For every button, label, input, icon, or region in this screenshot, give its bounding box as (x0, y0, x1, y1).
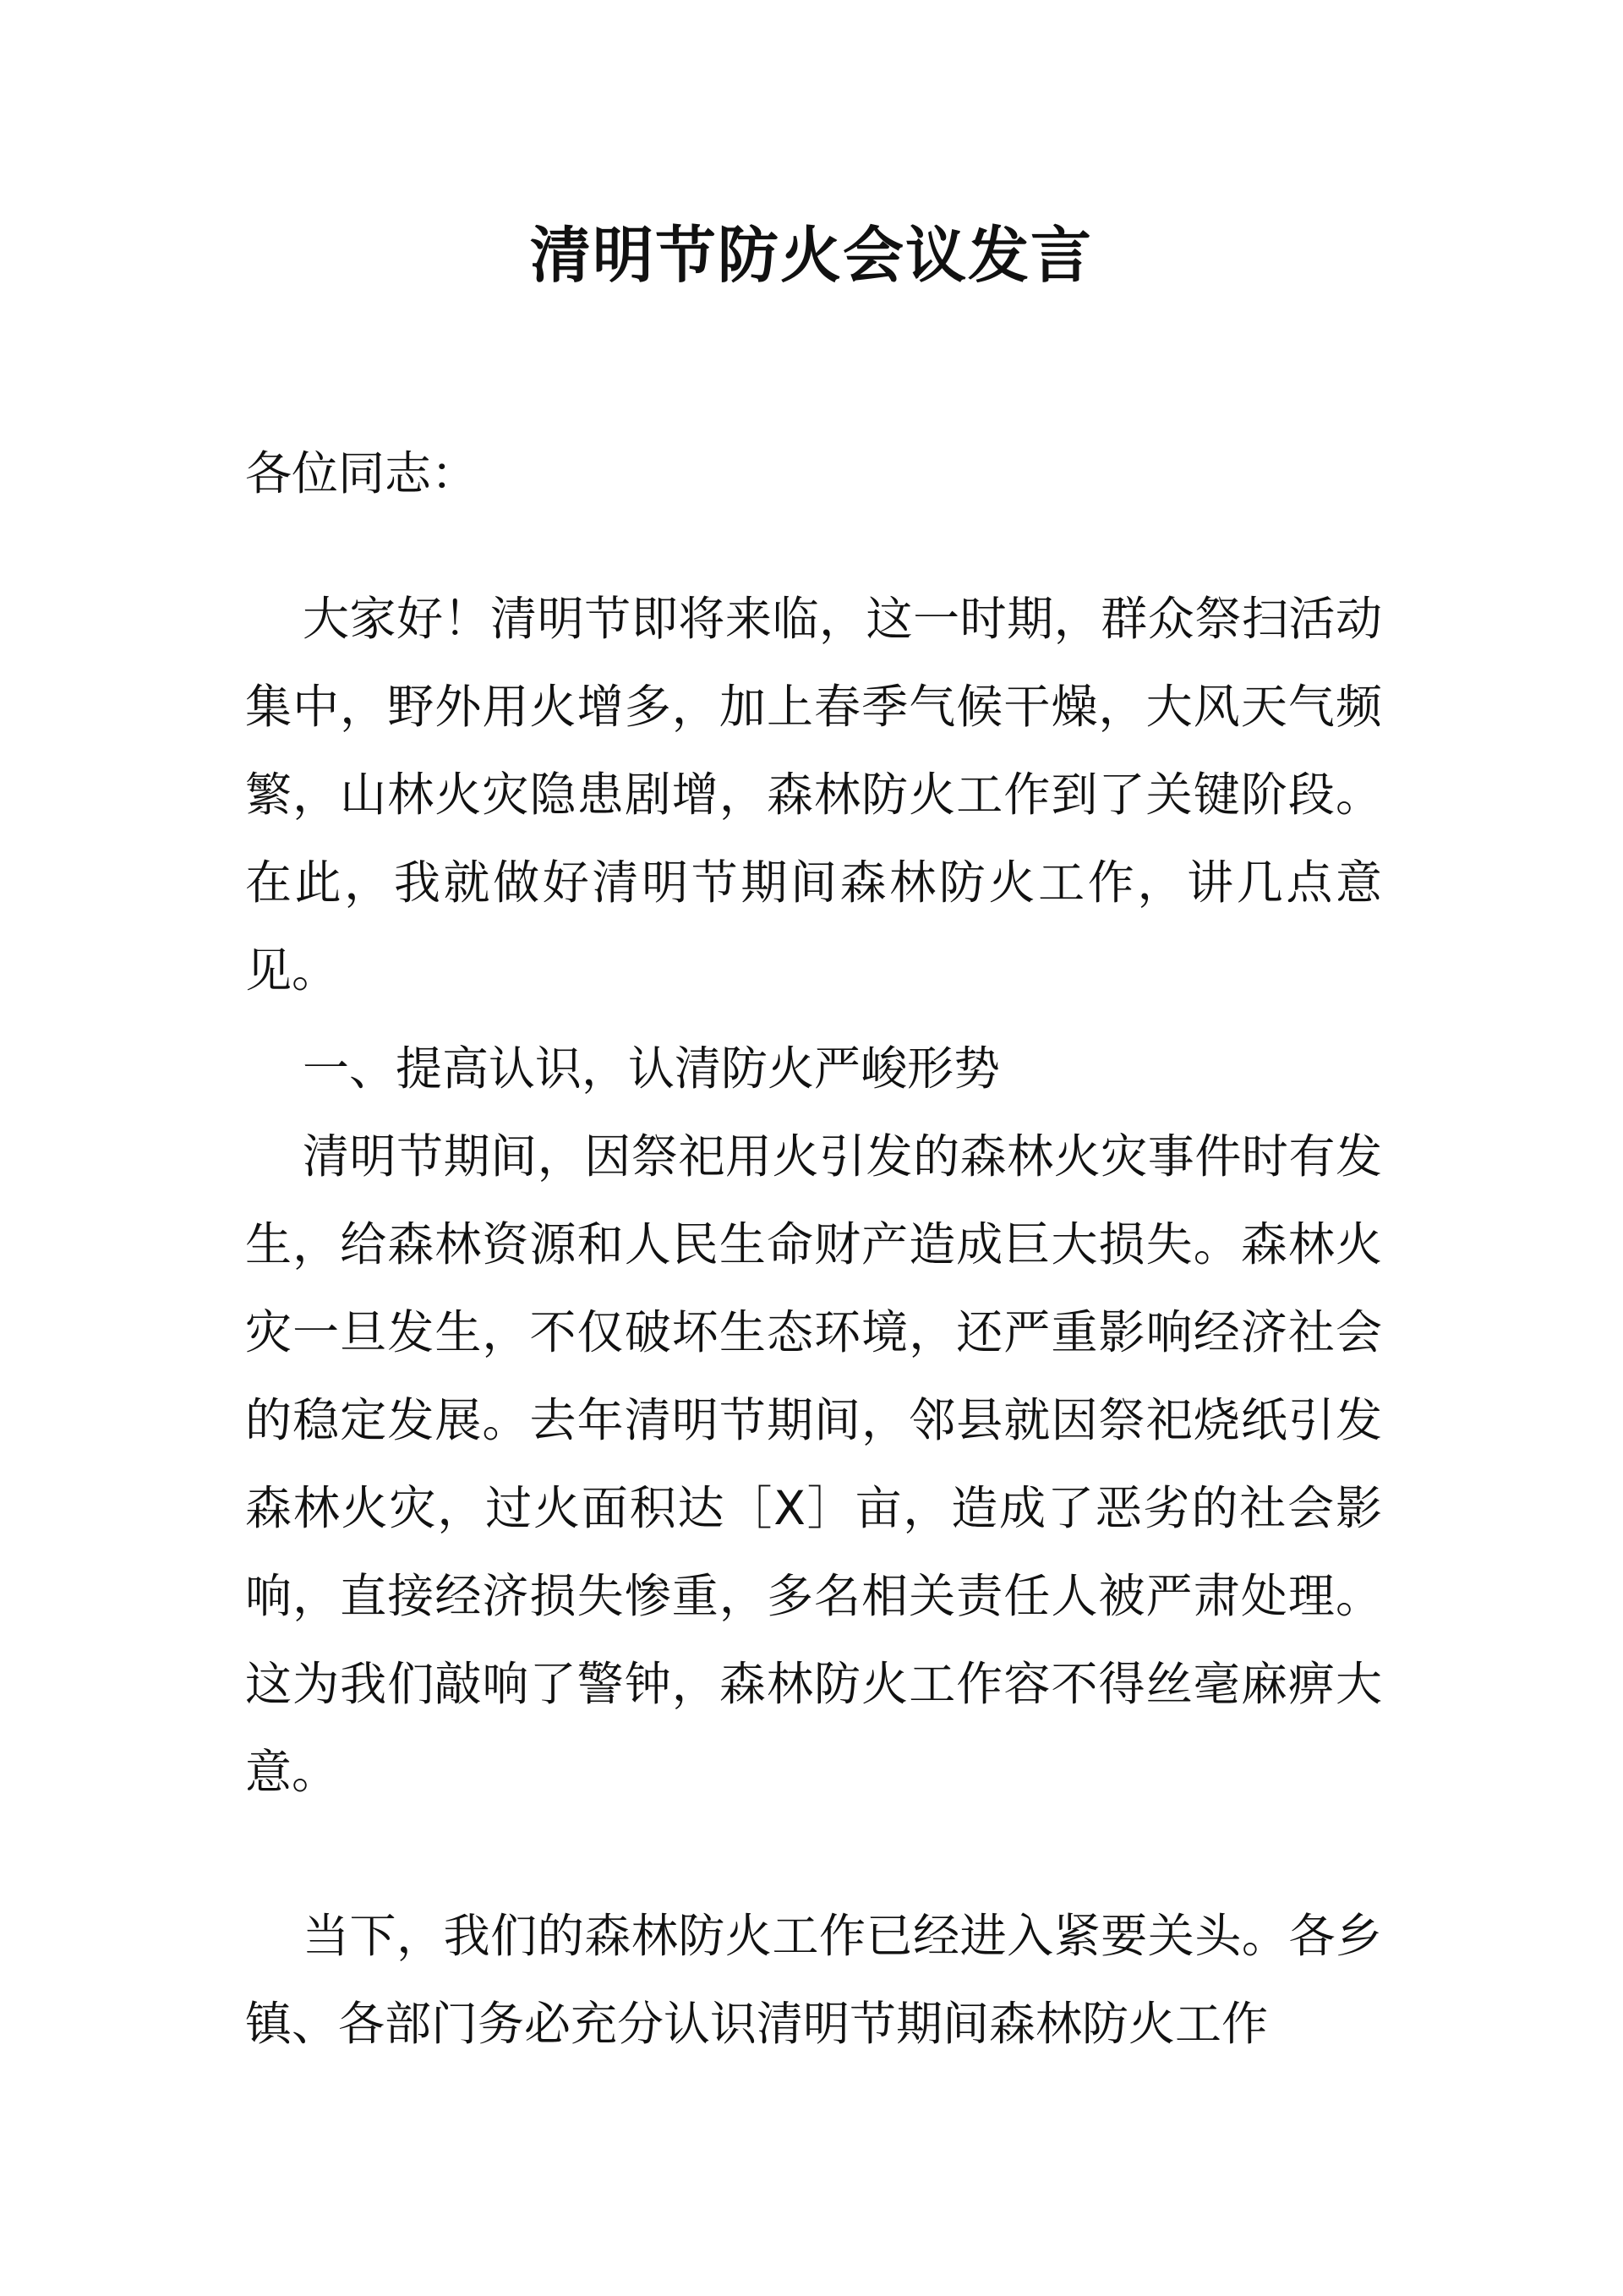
section-heading-1: 一、提高认识，认清防火严峻形势 (303, 1041, 1001, 1096)
document-title: 清明节防火会议发言 (529, 220, 1093, 291)
salutation: 各位同志： (245, 446, 478, 500)
paragraph-situation: 清明节期间，因祭祀用火引发的森林火灾事件时有发生，给森林资源和人民生命财产造成巨大损失。森林火灾一旦发生，不仅破坏生态环境，还严重影响经济社会的稳定发展。去年清明节期间，邻县就因祭祀烧纸引发森林火灾，过火面积达［X］亩，造成了恶劣的社会影响，直接经济损失惨重，多名相关责任人被严肃处理。这为我们敲响了警钟，森林防火工作容不得丝毫麻痹大意。 (245, 1129, 1382, 1799)
paragraph-opening: 大家好！清明节即将来临，这一时期，群众祭扫活动集中，野外用火增多，加上春季气候干燥，大风天气频繁，山林火灾隐患剧增，森林防火工作到了关键阶段。在此，我就做好清明节期间森林防火工作，讲几点意见。 (245, 592, 1382, 998)
paragraph-current: 当下，我们的森林防火工作已经进入紧要关头。各乡镇、各部门务必充分认识清明节期间森林防火工作 (245, 1909, 1382, 2051)
